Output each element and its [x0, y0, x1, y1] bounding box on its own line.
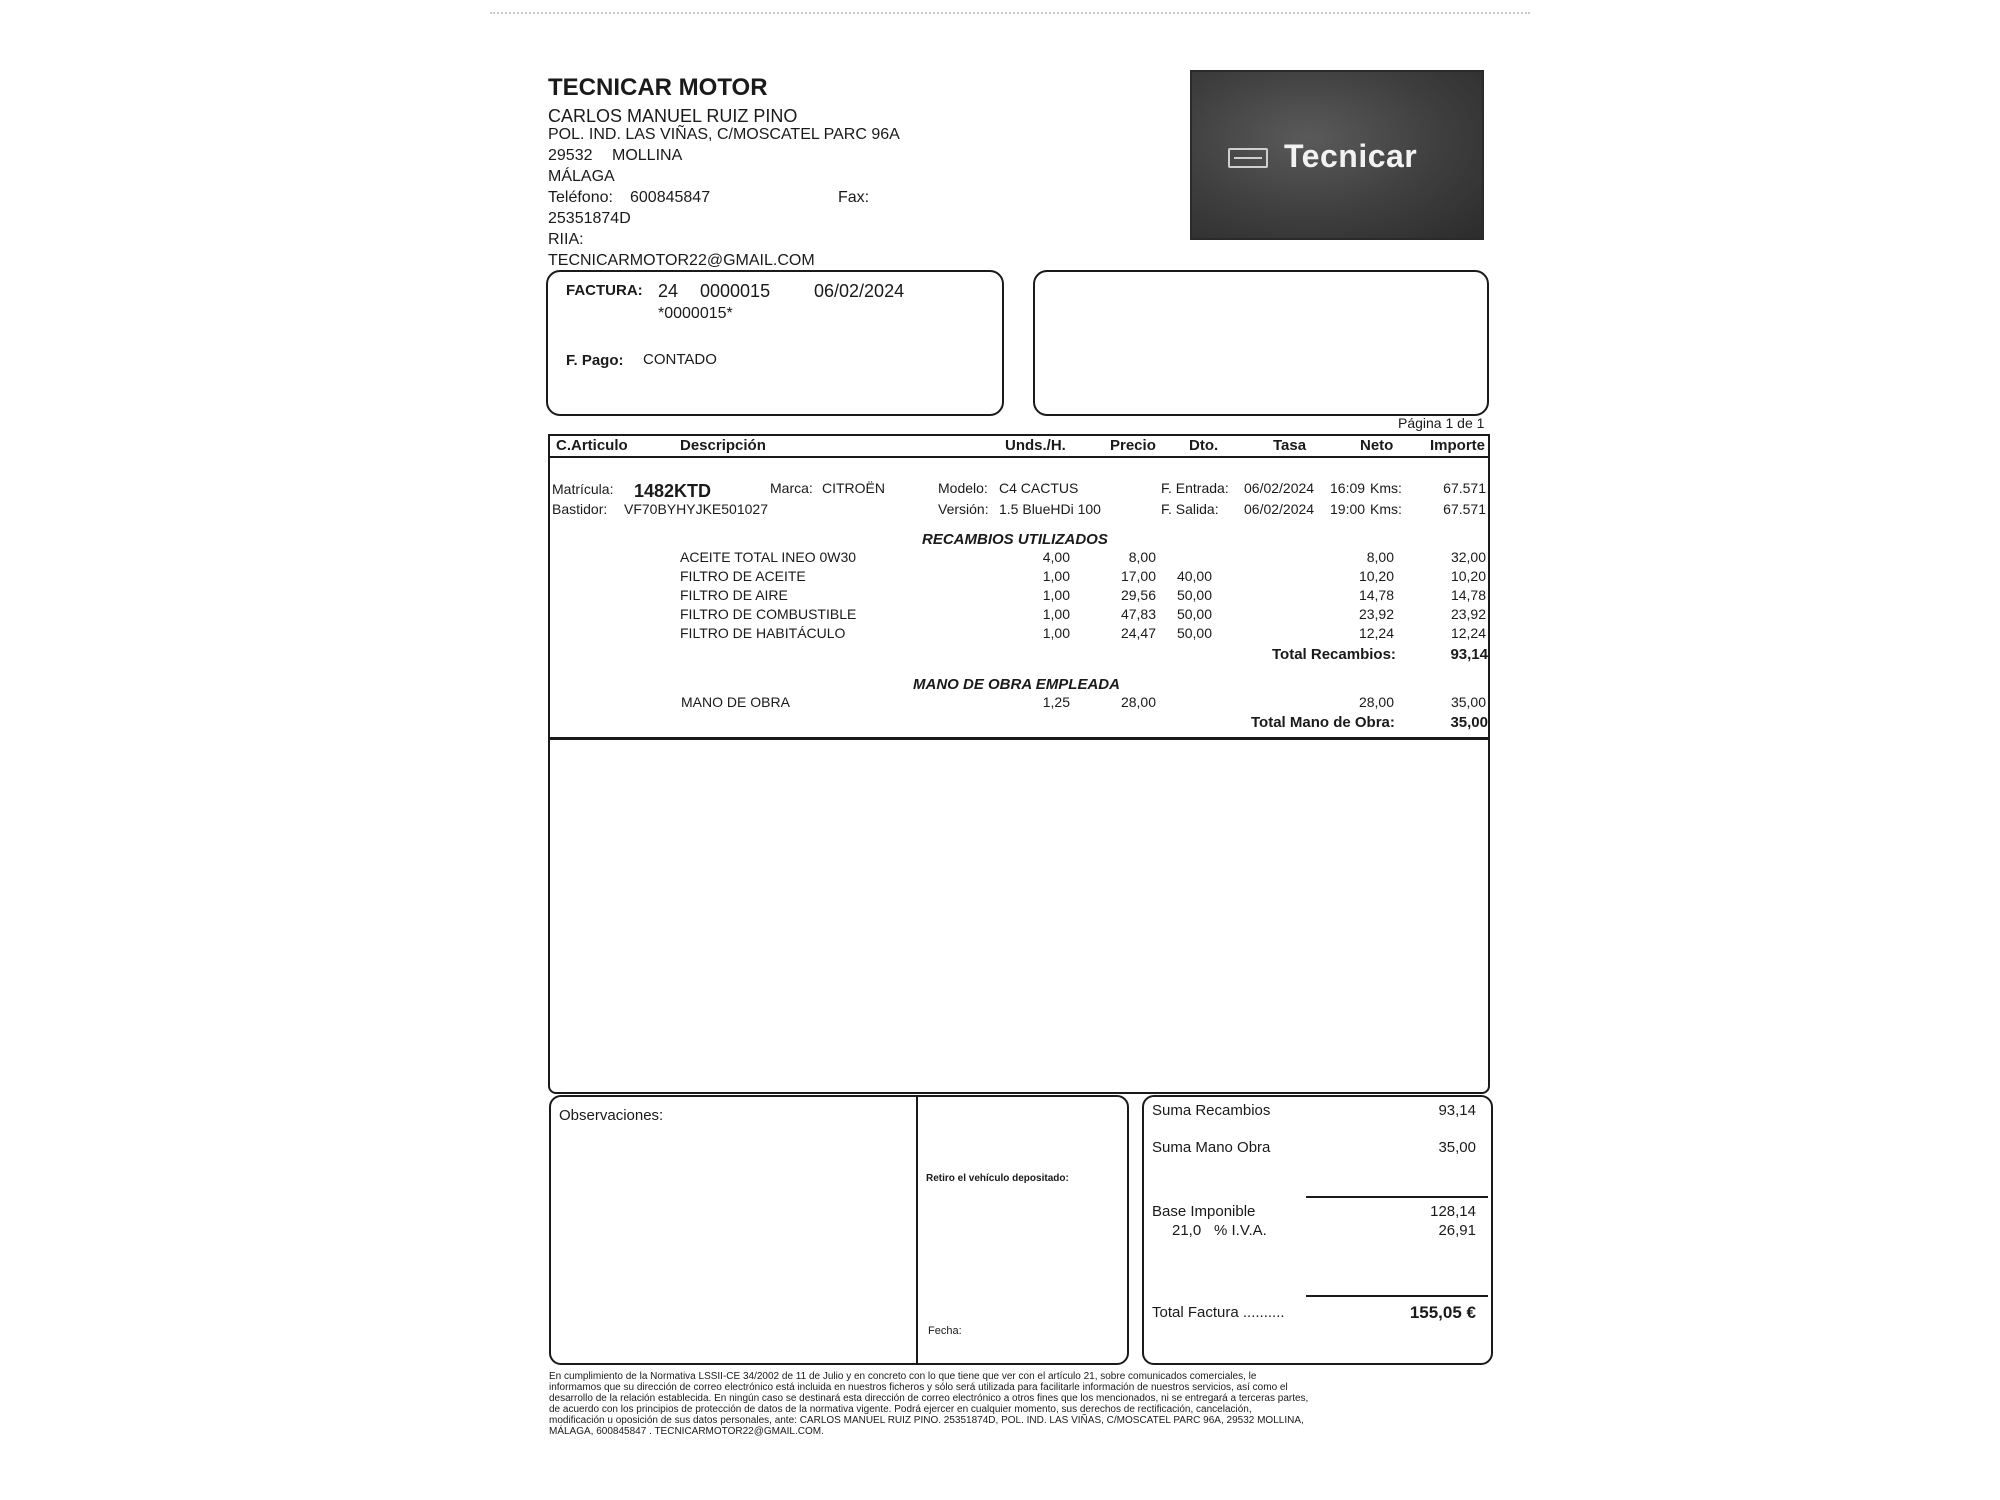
total-mano-obra-value: 35,00: [1450, 714, 1488, 731]
company-email: TECNICARMOTOR22@GMAIL.COM: [548, 252, 815, 269]
riia-label: RIIA:: [548, 231, 584, 248]
logo-mark-icon: [1228, 148, 1268, 168]
item-dto: 50,00: [1176, 606, 1212, 622]
total-factura-label: Total Factura ..........: [1152, 1304, 1285, 1321]
item-importe: 32,00: [1450, 549, 1486, 565]
col-tasa: Tasa: [1273, 437, 1307, 454]
version-label: Versión:: [938, 501, 989, 517]
fax-label: Fax:: [838, 189, 870, 206]
item-neto: 23,92: [1358, 606, 1394, 622]
iva-label: % I.V.A.: [1214, 1222, 1267, 1239]
kms-label-2: Kms:: [1370, 501, 1402, 517]
pago-label: F. Pago:: [566, 352, 624, 369]
entrada-date: 06/02/2024: [1244, 480, 1315, 496]
retiro-label: Retiro el vehículo depositado:: [926, 1173, 1069, 1184]
item-precio: 29,56: [1120, 587, 1156, 603]
item-description: MANO DE OBRA: [681, 694, 790, 710]
item-precio: 47,83: [1120, 606, 1156, 622]
col-descripcion: Descripción: [680, 437, 766, 454]
phone-value: 600845847: [630, 189, 711, 206]
total-rule: [1306, 1295, 1488, 1297]
modelo-label: Modelo:: [938, 480, 988, 496]
col-importe: Importe: [1430, 437, 1486, 454]
kms-salida: 67.571: [1443, 501, 1486, 517]
item-neto: 8,00: [1366, 549, 1394, 565]
item-description: FILTRO DE COMBUSTIBLE: [680, 606, 857, 622]
item-unds: 1,25: [1042, 694, 1070, 710]
company-owner: CARLOS MANUEL RUIZ PINO: [548, 106, 798, 126]
item-neto: 12,24: [1358, 625, 1394, 641]
iva-rate: 21,0: [1172, 1222, 1202, 1239]
col-unds: Unds./H.: [1005, 437, 1066, 454]
kms-label: Kms:: [1370, 480, 1402, 496]
item-unds: 1,00: [1042, 587, 1070, 603]
item-precio: 17,00: [1120, 568, 1156, 584]
logo-text: Tecnicar: [1284, 138, 1418, 174]
tax-id: 25351874D: [548, 210, 631, 227]
suma-recambios-label: Suma Recambios: [1152, 1102, 1271, 1119]
total-recambios-value: 93,14: [1450, 646, 1488, 663]
total-factura-value: 155,05 €: [1409, 1303, 1476, 1322]
company-name: TECNICAR MOTOR: [548, 74, 768, 101]
col-precio: Precio: [1110, 437, 1156, 454]
page-label: Página 1 de 1: [1398, 415, 1485, 431]
modelo-value: C4 CACTUS: [999, 480, 1079, 496]
item-importe: 14,78: [1450, 587, 1486, 603]
phone-label: Teléfono:: [548, 189, 613, 206]
iva-value: 26,91: [1438, 1222, 1476, 1239]
entrada-label: F. Entrada:: [1161, 480, 1229, 496]
observaciones-label: Observaciones:: [559, 1107, 664, 1124]
recambios-title: RECAMBIOS UTILIZADOS: [922, 531, 1108, 548]
col-neto: Neto: [1360, 437, 1394, 454]
base-imponible-label: Base Imponible: [1152, 1203, 1256, 1220]
item-description: FILTRO DE ACEITE: [680, 568, 806, 584]
item-dto: 50,00: [1176, 625, 1212, 641]
item-description: ACEITE TOTAL INEO 0W30: [680, 549, 857, 565]
base-imponible-value: 128,14: [1430, 1203, 1476, 1220]
entrada-time: 16:09: [1330, 480, 1366, 496]
item-dto: 50,00: [1176, 587, 1212, 603]
item-unds: 1,00: [1042, 568, 1070, 584]
pago-value: CONTADO: [643, 351, 717, 368]
legal-notice: En cumplimiento de la Normativa LSSII-CE 34/2002 de 11 de Julio y en concreto con lo que tiene que ver con el artículo 21, sobre comunicados comerciales, le informamos que su dirección de correo electrónico está incluida en nuestros ficheros y sólo será utilizada para facilitarle información de nuestros servicios, así como el desarrollo de la relación establecida. En ningún caso se destinará esta dirección de correo electrónico a otros fines que los mencionados, ni se entregará a terceras partes, de acuerdo con los principios de protección de datos de la normativa vigente. Podrá ejercer en cualquier momento, sus derechos de rectificación, cancelación, modificación u oposición de sus datos personales, ante: CARLOS MANUEL RUIZ PINO. 25351874D, POL. IND. LAS VIÑAS, C/MOSCATEL PARC 96A, 29532 MOLLINA, MÁLAGA, 600845847 . TECNICARMOTOR22@GMAIL.COM.: [549, 1371, 1309, 1437]
marca-value: CITROËN: [822, 480, 885, 496]
total-recambios-label: Total Recambios:: [1272, 646, 1396, 663]
kms-entrada: 67.571: [1443, 480, 1486, 496]
item-description: FILTRO DE AIRE: [680, 587, 788, 603]
bastidor-value: VF70BYHYJKE501027: [624, 501, 768, 517]
salida-date: 06/02/2024: [1244, 501, 1315, 517]
company-address: POL. IND. LAS VIÑAS, C/MOSCATEL PARC 96A: [548, 126, 900, 143]
item-precio: 8,00: [1128, 549, 1156, 565]
col-articulo: C.Articulo: [556, 437, 628, 454]
subtotal-rule: [1306, 1196, 1488, 1198]
suma-mano-obra-value: 35,00: [1438, 1139, 1476, 1156]
item-neto: 10,20: [1358, 568, 1394, 584]
item-unds: 4,00: [1042, 549, 1070, 565]
item-importe: 10,20: [1450, 568, 1486, 584]
matricula-label: Matrícula:: [552, 481, 614, 497]
company-logo: [1190, 70, 1484, 240]
client-box: [1033, 270, 1489, 416]
scan-edge-line: [490, 12, 1530, 14]
item-dto: 40,00: [1176, 568, 1212, 584]
company-postal-code: 29532: [548, 147, 593, 164]
item-unds: 1,00: [1042, 625, 1070, 641]
bastidor-label: Bastidor:: [552, 501, 608, 517]
items-end-divider: [548, 737, 1490, 740]
matricula-value: 1482KTD: [634, 481, 712, 501]
item-importe: 23,92: [1450, 606, 1486, 622]
item-importe: 12,24: [1450, 625, 1486, 641]
item-precio: 24,47: [1120, 625, 1156, 641]
item-description: FILTRO DE HABITÁCULO: [680, 625, 846, 641]
item-precio: 28,00: [1120, 694, 1156, 710]
col-dto: Dto.: [1189, 437, 1219, 454]
company-province: MÁLAGA: [548, 168, 615, 185]
version-value: 1.5 BlueHDi 100: [999, 501, 1101, 517]
observaciones-box: [549, 1095, 1129, 1365]
invoice-barcode-text: *0000015*: [658, 305, 733, 322]
marca-label: Marca:: [770, 480, 813, 496]
header-divider: [548, 456, 1490, 458]
fecha-label: Fecha:: [928, 1325, 962, 1337]
item-importe: 35,00: [1450, 694, 1486, 710]
company-city: MOLLINA: [612, 147, 683, 164]
salida-label: F. Salida:: [1161, 501, 1219, 517]
item-neto: 14,78: [1358, 587, 1394, 603]
salida-time: 19:00: [1330, 501, 1366, 517]
invoice-date: 06/02/2024: [814, 281, 905, 301]
invoice-series: 24: [658, 281, 679, 301]
suma-mano-obra-label: Suma Mano Obra: [1152, 1139, 1271, 1156]
observaciones-divider: [916, 1096, 918, 1364]
mano-obra-title: MANO DE OBRA EMPLEADA: [913, 676, 1120, 693]
item-neto: 28,00: [1358, 694, 1394, 710]
suma-recambios-value: 93,14: [1438, 1102, 1476, 1119]
item-unds: 1,00: [1042, 606, 1070, 622]
total-mano-obra-label: Total Mano de Obra:: [1251, 714, 1395, 731]
invoice-number: 0000015: [700, 281, 771, 301]
factura-label: FACTURA:: [566, 282, 643, 299]
